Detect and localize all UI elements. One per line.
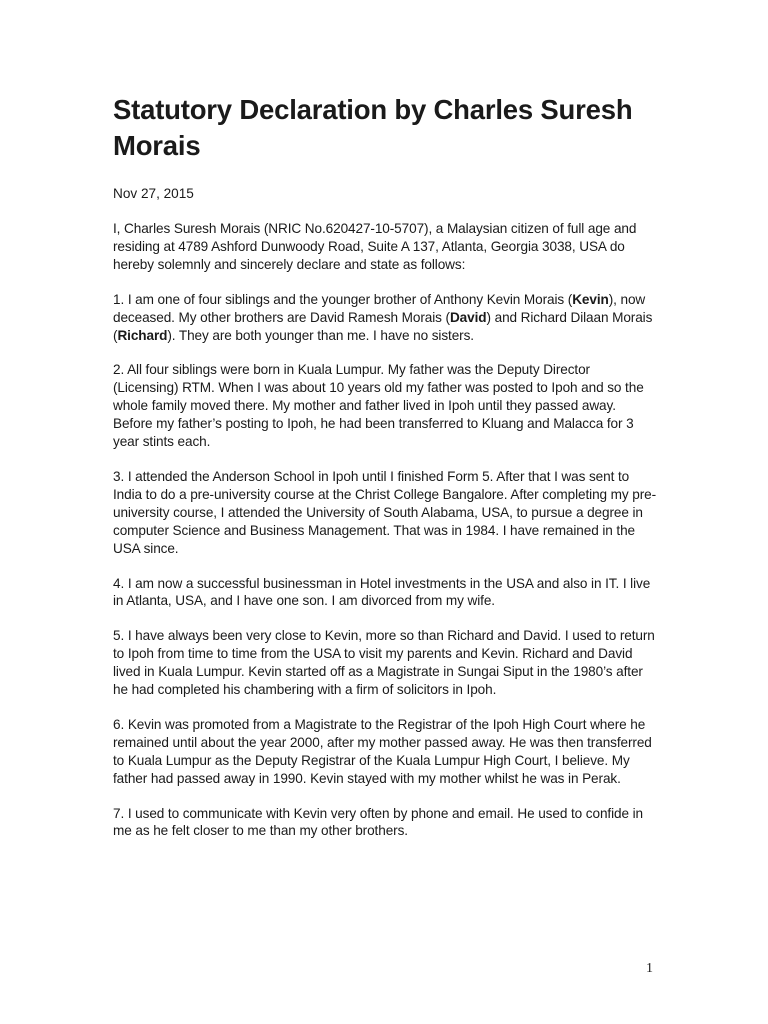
- paragraph-1-text: ). They are both younger than me. I have no sisters.: [167, 327, 474, 343]
- paragraph-1-text: ), now deceased. My other brothers are David Ramesh Morais (: [113, 291, 646, 325]
- document-page: [113, 92, 658, 840]
- paragraph-4: 4. I am now a successful businessman in Hotel investments in the USA and also in IT. I live in Atlanta, USA, and I have one son. I am divorced from my wife.: [113, 575, 651, 609]
- defined-term-richard: Richard: [117, 327, 168, 343]
- paragraph-3: 3. I attended the Anderson School in Ipoh until I finished Form 5. After that I was sent to India to do a pre-university course at the Christ College Bangalore. After completing my pre-university course, I attended the University of South Alabama, USA, to pursue a degree in computer Science and Business Management. That was in 1984. I have remained in the USA since.: [113, 468, 657, 556]
- paragraph-2: 2. All four siblings were born in Kuala Lumpur. My father was the Deputy Director (Licensing) RTM. When I was about 10 years old my father was posted to Ipoh and so the whole family moved there. My mother and father lived in Ipoh until they passed away. Before my father’s posting to Ipoh, he had been transferred to Kluang and Malacca for 3 year stints each.: [113, 362, 644, 450]
- paragraph-7: 7. I used to communicate with Kevin very often by phone and email. He used to confide in me as he felt closer to me than my other brothers.: [113, 805, 643, 839]
- paragraph-1-text: 1. I am one of four siblings and the younger brother of Anthony Kevin Morais (: [113, 291, 573, 307]
- paragraph-1-text: ) and Richard Dilaan Morais (: [113, 309, 653, 343]
- paragraph-1: [113, 291, 658, 345]
- paragraph-6: 6. Kevin was promoted from a Magistrate to the Registrar of the Ipoh High Court where he remained until about the year 2000, after my mother passed away. He was then transferred to Kuala Lumpur as the Deputy Registrar of the Kuala Lumpur High Court, I believe. My father had passed away in 1990. Kevin stayed with my mother whilst he was in Perak.: [113, 716, 652, 786]
- document-title: Statutory Declaration by Charles Suresh Morais: [113, 94, 633, 161]
- page-number: 1: [646, 961, 653, 976]
- paragraph-5: 5. I have always been very close to Kevin, more so than Richard and David. I used to return to Ipoh from time to time from the USA to visit my parents and Kevin. Richard and David lived in Kuala Lumpur. Kevin started off as a Magistrate in Sungai Siput in the 1980’s after he had completed his chambering with a firm of solicitors in Ipoh.: [113, 628, 655, 698]
- defined-term-kevin: Kevin: [572, 291, 609, 307]
- document-date: Nov 27, 2015: [113, 186, 194, 201]
- intro-paragraph: I, Charles Suresh Morais (NRIC No.620427-10-5707), a Malaysian citizen of full age and residing at 4789 Ashford Dunwoody Road, Suite A 137, Atlanta, Georgia 3038, USA do hereby solemnly and sincerely declare and state as follows:: [113, 221, 637, 272]
- defined-term-david: David: [449, 309, 487, 325]
